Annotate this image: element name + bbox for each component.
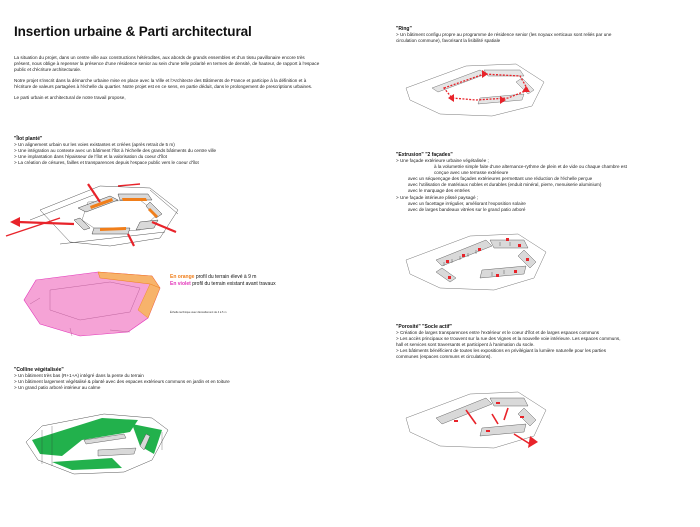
extrusion-line-3: conçue avec une terrasse extérieure	[434, 170, 509, 176]
porosite-bullet-1: > Création de larges transparences entre l'extérieur et le coeur d'îlot et de larges espaces communs	[396, 330, 600, 335]
terrain-caption: Échelle technique avec dénivellement de 4 à 5 m	[170, 311, 227, 314]
extrusion-line-8: avec un facettage irrégulier, améliorant l'exposition solaire	[408, 200, 526, 206]
porosite-bullet-2: > Les accès principaux se trouvent sur la rue des Vignes et la nouvelle voie intérieure. Les espaces communs,	[396, 336, 621, 342]
terrain-diagram	[10, 270, 180, 340]
extrusion-line-1: > Une façade extérieure urbaine végétalisée ;	[396, 158, 489, 163]
legend-orange-word: En orange	[170, 274, 195, 280]
ring-bullet-1: > Un bâtiment configu propre au programme de résidence senior (les noyaux verticaux sont reliés par une	[396, 32, 612, 37]
ilot-bullet-3: > Une implantation dans l'épaisseur de l'îlot et la valorisation du coeur d'îlot	[14, 154, 167, 160]
extrusion-heading: "Extrusion" "2 façades"	[396, 152, 453, 158]
ilot-diagram	[0, 180, 200, 260]
extrusion-line-5: avec l'utilisation de matériaux nobles et durables (enduit minéral, pierre, menuiserie aluminium)	[408, 182, 602, 188]
ring-bullets	[396, 32, 611, 44]
ring-bullet-2: circulation commune), favorisant la lisibilité spatiale	[396, 38, 501, 44]
porosite-bullet-3: hall et services sont traversants et participent à l'animation du socle.	[396, 342, 535, 348]
colline-bullet-1: > Un bâtiment très bas (R+1+A) intégré dans la pente du terrain	[14, 373, 144, 378]
colline-diagram	[12, 410, 182, 480]
extrusion-line-2: à la volumetrie simple faite d'une alternance-rythme de plein et de vide ou chaque chambre est	[434, 164, 627, 170]
colline-bullet-3: > Un grand patio arboré intérieur au calme	[14, 385, 101, 391]
ilot-bullet-1: > Un alignement urbain sur les voies existantes et créées (après retrait de 5 m)	[14, 142, 175, 147]
extrusion-line-6: avec le marquage des entrées	[408, 188, 470, 194]
intro-paragraph-2: Notre projet s'inscrit dans la démarche urbaine mise en place avec la Ville et l'Architecte des Bâtiments de France et participe à la définition et à l'écriture de valeurs partagées à l'échelle du quartier. Notre projet est en ce sens, en partie déduit, dans le prolongement de prescriptions urbaines.	[14, 78, 313, 90]
legend-orange-text: profil du terrain élevé à 9 m	[194, 274, 257, 280]
colline-bullet-2: > Un bâtiment largement végétalisé & planté avec des espaces extérieurs communs en jardin et en toiture	[14, 379, 230, 385]
colline-heading: "Colline végétalisée"	[14, 367, 64, 373]
ring-heading: "Ring"	[396, 26, 412, 32]
porosite-diagram	[396, 384, 556, 454]
intro-text	[14, 55, 322, 106]
legend-violet-word: En violet	[170, 280, 191, 287]
extrusion-line-7: > Une façade intérieure plissé paysagé ;	[396, 194, 479, 200]
porosite-heading: "Porosité" "Socle actif"	[396, 324, 452, 330]
extrusion-diagram	[396, 226, 556, 296]
colline-bullets	[14, 373, 230, 391]
intro-paragraph-1: La situation du projet, dans un centre ville aux constructions hétérodites, aux abords de grands ensembles et d'un tissu pavillonaire encore très présent, nous oblige à repenser la présence d'une résidence senior au sein d'une telle polarité en termes de densité, de hauteur, de rapport à l'espace public et d'écriture architecturale.	[14, 55, 320, 73]
page-title: Insertion urbaine & Parti architectural	[14, 24, 252, 39]
ilot-bullet-2: > Une intégration au contexte avec un bâtiment l'îlot à l'échelle des grands bâtiments du centre ville	[14, 148, 217, 154]
terrain-legend	[170, 274, 276, 287]
porosite-bullet-5: communes (espaces communs et circulations).	[396, 354, 492, 360]
extrusion-line-4: avec un séquençage des façades extérieures permettant une réduction de l'échelle perçue	[408, 176, 593, 182]
ilot-heading: "Îlot planté"	[14, 136, 43, 142]
porosite-bullet-4: > Les bâtiments bénéficient de toutes les expositions en privilégiant la lumière naturelle pour les parties	[396, 348, 607, 354]
intro-paragraph-3: Le parti urbain et architectural de notre travail propose,	[14, 95, 126, 101]
legend-violet-text: profil du terrain existant avant travaux	[190, 280, 276, 287]
legend-violet	[170, 281, 276, 288]
extrusion-line-9: avec de larges bandeaux vitrées sur le grand patio arboré	[408, 206, 526, 212]
ring-diagram	[396, 58, 556, 120]
porosite-bullets	[396, 330, 621, 360]
extrusion-lines	[396, 158, 627, 213]
ilot-bullets	[14, 142, 216, 166]
ilot-bullet-4: > La création de césures, failles et transparences depuis l'espace public vers le coeur d'îlot	[14, 160, 199, 166]
